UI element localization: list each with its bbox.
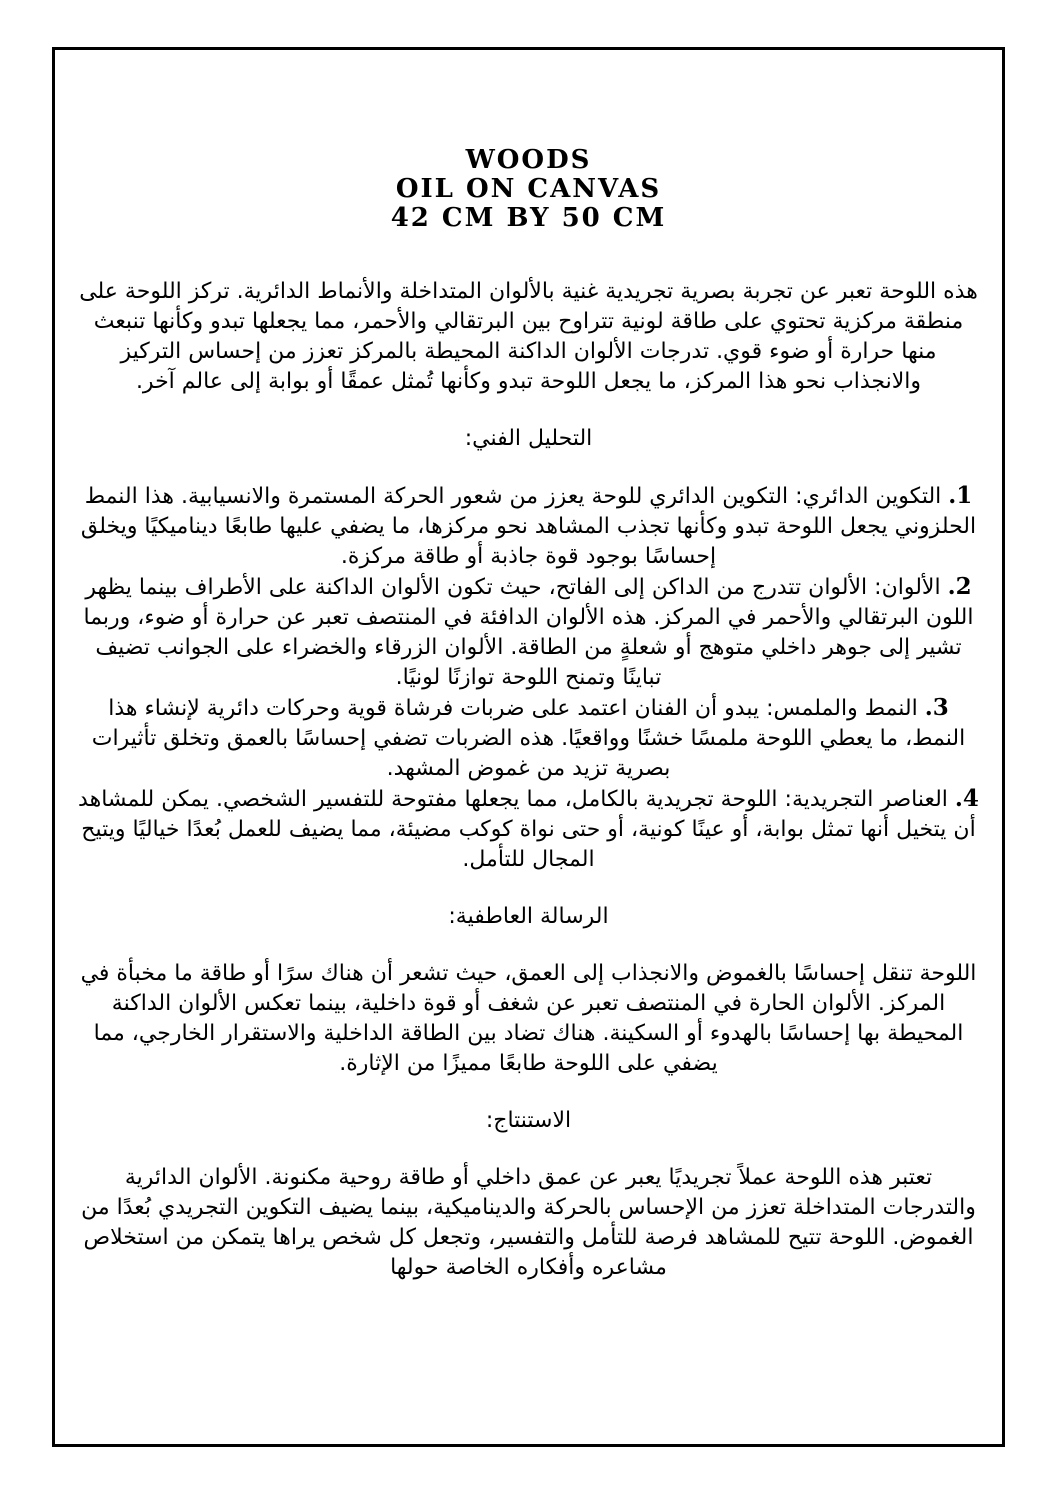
analysis-item-2 [76, 572, 981, 693]
analysis-section-heading: التحليل الفني: [464, 426, 593, 451]
analysis-item-4 [76, 784, 981, 875]
artwork-medium: OIL ON CANVAS [395, 174, 662, 204]
artwork-dimensions: 42 CM BY 50 CM [390, 203, 667, 233]
document-body [67, 277, 990, 1283]
conclusion-paragraph: تعتبر هذه اللوحة عملاً تجريديًا يعبر عن عمق داخلي أو طاقة روحية مكنونة. الألوان الدائرية والتدرجات المتداخلة تعزز من الإحساس بالحركة والديناميكية، بينما يضيف التكوين التجريدي بُعدًا من الغموض. اللوحة تتيح للمشاهد فرصة للتأمل والتفسير، وتجعل كل شخص يراها يتمكن من استخلاص مشاعره وأفكاره الخاصة حولها [81, 1165, 976, 1280]
emotional-paragraph: اللوحة تنقل إحساسًا بالغموض والانجذاب إلى العمق، حيث تشعر أن هناك سرًا أو طاقة ما مخبأة في المركز. الألوان الحارة في المنتصف تعبر عن شغف أو قوة داخلية، بينما تعكس الألوان الداكنة المحيطة بها إحساسًا بالهدوء أو السكينة. هناك تضاد بين الطاقة الداخلية والاستقرار الخارجي، مما يضفي على اللوحة طابعًا مميزًا من الإثارة. [80, 961, 977, 1076]
item-4-text: العناصر التجريدية: اللوحة تجريدية بالكامل، مما يجعلها مفتوحة للتفسير الشخصي. يمكن للمشاهد أن يتخيل أنها تمثل بوابة، أو عينًا كونية، أو حتى نواة كوكب مضيئة، مما يضيف للعمل بُعدًا خياليًا ويتيح المجال للتأمل. [78, 787, 976, 872]
item-3-number: 3. [924, 694, 949, 721]
item-2-number: 2. [947, 573, 972, 600]
artwork-title [67, 146, 990, 233]
item-1-text: التكوين الدائري: التكوين الدائري للوحة يعزز من شعور الحركة المستمرة والانسيابية. هذا النمط الحلزوني يجعل اللوحة تبدو وكأنها تجذب المشاهد نحو مركزها، ما يضفي عليها طابعًا ديناميكيًا ويخلق إحساسًا بوجود قوة جاذبة أو طاقة مركزة. [80, 484, 977, 569]
item-1-number: 1. [948, 482, 973, 509]
analysis-item-3 [76, 693, 981, 784]
artwork-title-name: WOODS [465, 145, 592, 175]
intro-paragraph: هذه اللوحة تعبر عن تجربة بصرية تجريدية غنية بالألوان المتداخلة والأنماط الدائرية. تركز اللوحة على منطقة مركزية تحتوي على طاقة لونية تتراوح بين البرتقالي والأحمر، مما يجعلها تبدو وكأنها تنبعث منها حرارة أو ضوء قوي. تدرجات الألوان الداكنة المحيطة بالمركز تعزز من إحساس التركيز والانجذاب نحو هذا المركز، ما يجعل اللوحة تبدو وكأنها تُمثل عمقًا أو بوابة إلى عالم آخر. [79, 279, 978, 394]
document-border-frame [52, 47, 1005, 1447]
item-2-text: الألوان: الألوان تتدرج من الداكن إلى الفاتح، حيث تكون الألوان الداكنة على الأطراف بينما يظهر اللون البرتقالي والأحمر في المركز. هذه الألوان الدافئة في المنتصف تعبر عن حرارة أو ضوء، وربما تشير إلى جوهر داخلي متوهج أو شعلةٍ من الطاقة. الألوان الزرقاء والخضراء على الجوانب تضيف تباينًا وتمنح اللوحة توازنًا لونيًا. [83, 575, 974, 690]
item-4-number: 4. [954, 785, 979, 812]
analysis-list [67, 481, 990, 875]
conclusion-section-heading: الاستنتاج: [485, 1108, 572, 1133]
emotional-section-heading: الرسالة العاطفية: [448, 904, 609, 929]
analysis-item-1 [76, 481, 981, 572]
item-3-text: النمط والملمس: يبدو أن الفنان اعتمد على ضربات فرشاة قوية وحركات دائرية لإنشاء هذا النمط، ما يعطي اللوحة ملمسًا خشنًا وواقعيًا. هذه الضربات تضفي إحساسًا بالعمق وتخلق تأثيرات بصرية تزيد من غموض المشهد. [91, 696, 966, 781]
